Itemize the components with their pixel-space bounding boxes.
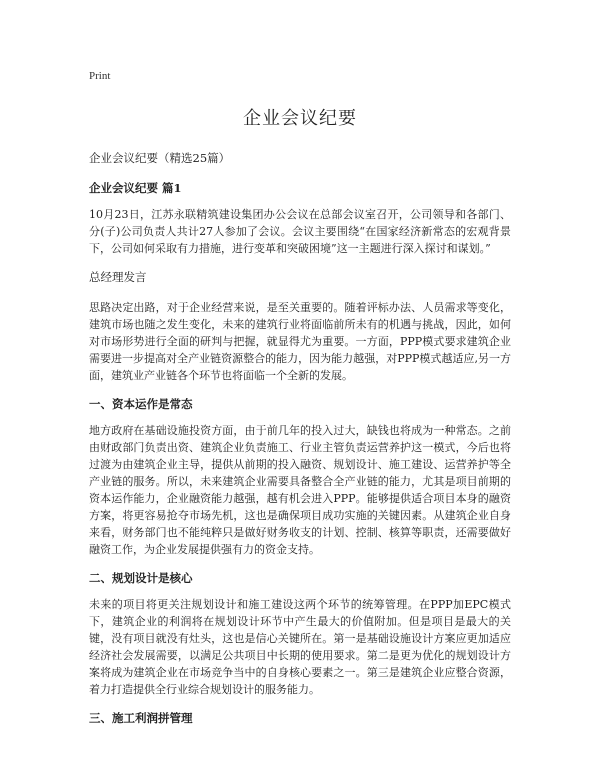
section-heading-capital: 一、资本运作是常态 — [89, 397, 193, 411]
print-link[interactable]: Print — [89, 70, 111, 82]
section-paragraph-capital: 地方政府在基础设施投资方面，由于前几年的投入过大，缺钱也将成为一种常态。之前由财政部门负责出资、建筑企业负责施工、行业主管负责运营养护这一模式，今后也将过渡为由建筑企业主导，提供从前期的投入融资、规划设计、施工建设、运营养护等全产业链的服务。所以，未来建筑企业需要具备整合全产业链的能力，尤其是项目前期的资本运作能力，企业融资能力越强，越有机会进入PPP。能够提供适合项目本身的融资方案，将更容易抢夺市场先机，这也是确保项目成功实施的关键因素。从建筑企业自身来看，财务部门也不能纯粹只是做好财务收支的计划、控制、核算等职责，还需要做好融资工作，为企业发展提供强有力的资金支持。 — [89, 424, 511, 556]
article-heading: 企业会议纪要 篇1 — [89, 181, 182, 195]
intro-paragraph: 10月23日，江苏永联精筑建设集团办公会议在总部会议室召开，公司领导和各部门、分(子)公司负责人共计27人参加了会议。会议主要围绕“在国家经济新常态的宏观背景下，公司如何采取有力措施，进行变革和突破困境”这一主题进行深入探讨和谋划。” — [89, 208, 511, 255]
page-title: 企业会议纪要 — [243, 108, 357, 129]
document-subtitle: 企业会议纪要（精选25篇） — [89, 151, 231, 165]
section-heading-construction: 三、施工利润拼管理 — [89, 711, 193, 725]
section-paragraph-planning: 未来的项目将更关注规划设计和施工建设这两个环节的统筹管理。在PPP加EPC模式下，建筑企业的利润将在规划设计环节中产生最大的价值附加。但是项目是最大的关键，没有项目就没有灶头，这也是信心关键所在。第一是基础设施设计方案应更加适应经济社会发展需要，以满足公共项目中长期的使用要求。第二是更为优化的规划设计方案将成为建筑企业在市场竞争当中的自身核心要素之一。第三是建筑企业应整合资源，着力打造提供全行业综合规划设计的服务能力。 — [89, 598, 511, 696]
section-heading-planning: 二、规划设计是核心 — [89, 571, 193, 585]
speech-paragraph: 思路决定出路，对于企业经营来说，是至关重要的。随着评标办法、人员需求等变化，建筑市场也随之发生变化，未来的建筑行业将面临前所未有的机遇与挑战，因此，如何对市场形势进行全面的研判与把握，就显得尤为重要。一方面，PPP模式要求建筑企业需要进一步提高对全产业链资源整合的能力，因为能力越强，对PPP模式越适应,另一方面，建筑业产业链各个环节也将面临一个全新的发展。 — [89, 301, 511, 382]
speech-label: 总经理发言 — [89, 270, 147, 284]
